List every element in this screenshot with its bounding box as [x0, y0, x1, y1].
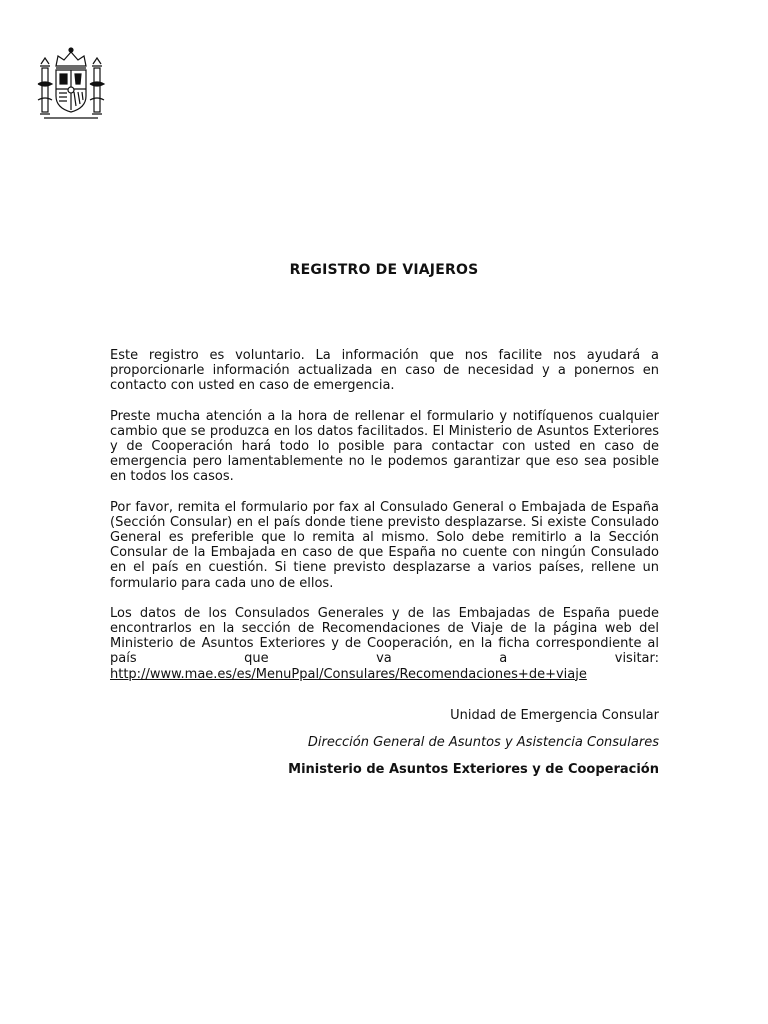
signature-ministry: Ministerio de Asuntos Exteriores y de Cooperación — [288, 762, 659, 777]
signature-unit: Unidad de Emergencia Consular — [450, 708, 659, 723]
signature-directorate: Dirección General de Asuntos y Asistencia Consulares — [307, 735, 659, 750]
paragraph-4 — [110, 606, 659, 682]
recommendations-link[interactable]: http://www.mae.es/es/MenuPpal/Consulares/Recomendaciones+de+viaje — [110, 666, 587, 682]
paragraph-3: Por favor, remita el formulario por fax al Consulado General o Embajada de España (Sección Consular) en el país donde tiene previsto desplazarse. Si existe Consulado General es preferible que lo remita al mismo. Solo debe remitirlo a la Sección Consular de la Embajada en caso de que España no cuente con ningún Consulado en el país en cuestión. Si tiene previsto desplazarse a varios países, rellene un formulario para cada uno de ellos. — [110, 499, 659, 591]
document-body — [110, 348, 659, 697]
paragraph-2: Preste mucha atención a la hora de rellenar el formulario y notifíquenos cualquier cambio que se produzca en los datos facilitados. El Ministerio de Asuntos Exteriores y de Cooperación hará todo lo posible para contactar con usted en caso de emergencia pero lamentablemente no le podemos garantizar que eso sea posible en todos los casos. — [110, 408, 659, 485]
document-title: REGISTRO DE VIAJEROS — [289, 262, 479, 278]
paragraph-4-text: Los datos de los Consulados Generales y de las Embajadas de España puede encontrarlos en la sección de Recomendaciones de Viaje de la página web del Ministerio de Asuntos Exteriores y de Cooperación, en la ficha correspondiente al país que va a visitar: — [110, 605, 659, 667]
paragraph-1: Este registro es voluntario. La información que nos facilite nos ayudará a proporcionarle información actualizada en caso de necesidad y a ponernos en contacto con usted en caso de emergencia. — [110, 348, 659, 394]
coat-of-arms-icon — [36, 44, 106, 124]
